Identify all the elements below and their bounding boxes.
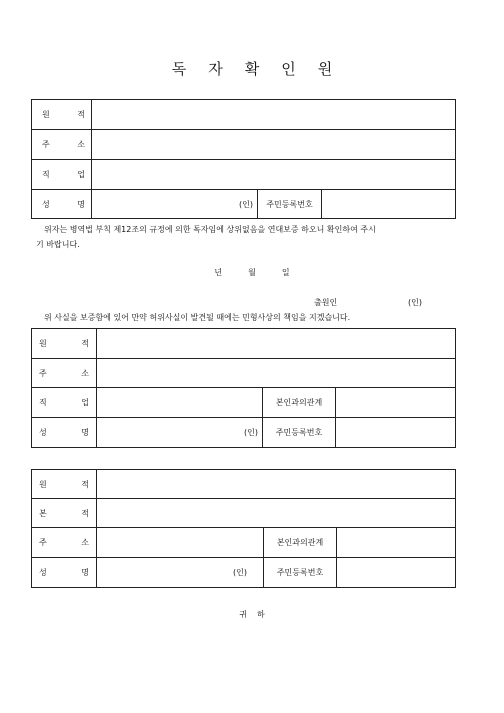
name-label: 성 명 (32, 558, 97, 588)
statement: 위자는 병역법 부칙 제12조의 규정에 의한 독자임에 상위없음을 연대보증 하오니 확인하여 주시 기 바랍니다. (36, 225, 376, 249)
domicile-row (32, 499, 456, 528)
applicant-form (31, 99, 456, 219)
name-row (32, 558, 456, 588)
address-row (32, 359, 456, 388)
address-field[interactable] (92, 130, 456, 160)
job-field[interactable] (92, 160, 456, 190)
address-row (32, 528, 456, 558)
seal-mark: (인) (239, 199, 253, 209)
resident-no-field[interactable] (336, 418, 456, 448)
address-label: 주 소 (32, 528, 97, 558)
addressee: 귀 하 (239, 610, 265, 619)
address-field[interactable] (97, 528, 264, 558)
page-title: 독 자 확 인 원 (171, 60, 333, 78)
origin-label: 원 적 (32, 470, 97, 499)
name-label: 성 명 (32, 418, 97, 448)
name-row (32, 190, 456, 219)
address-row (32, 130, 456, 160)
relation-label: 본인과의관계 (263, 388, 336, 418)
guarantor-form-2 (31, 469, 456, 588)
domicile-field[interactable] (97, 499, 456, 528)
origin-row (32, 100, 456, 130)
origin-field[interactable] (97, 329, 456, 359)
resident-no-label: 주민등록번호 (263, 418, 336, 448)
origin-row (32, 470, 456, 499)
name-field[interactable] (97, 418, 263, 448)
name-label: 성 명 (32, 190, 92, 219)
job-row (32, 388, 456, 418)
resident-no-field[interactable] (337, 558, 456, 588)
resident-no-label: 주민등록번호 (264, 558, 337, 588)
job-row (32, 160, 456, 190)
origin-row (32, 329, 456, 359)
address-label: 주 소 (32, 359, 97, 388)
name-field[interactable] (92, 190, 258, 219)
resident-no-label: 주민등록번호 (258, 190, 322, 219)
job-label: 직 업 (32, 160, 92, 190)
applicant-seal: (인) (408, 298, 422, 307)
applicant-label: 출원인 (314, 298, 338, 307)
name-row (32, 418, 456, 448)
origin-field[interactable] (92, 100, 456, 130)
address-label: 주 소 (32, 130, 92, 160)
address-field[interactable] (97, 359, 456, 388)
guarantee-statement: 위 사실을 보증함에 있어 만약 허위사실이 발견될 때에는 민형사상의 책임을 지겠습니다. (44, 313, 351, 322)
origin-label: 원 적 (32, 329, 97, 359)
job-field[interactable] (97, 388, 263, 418)
relation-field[interactable] (337, 528, 456, 558)
relation-label: 본인과의관계 (264, 528, 337, 558)
resident-no-field[interactable] (322, 190, 456, 219)
relation-field[interactable] (336, 388, 456, 418)
origin-field[interactable] (97, 470, 456, 499)
domicile-label: 본 적 (32, 499, 97, 528)
seal-mark: (인) (244, 428, 258, 437)
guarantor-form-1 (31, 328, 456, 448)
job-label: 직 업 (32, 388, 97, 418)
seal-mark: (인) (233, 568, 247, 577)
origin-label: 원 적 (32, 100, 92, 130)
name-field[interactable] (97, 558, 264, 588)
date-line: 년 월 일 (214, 268, 290, 277)
